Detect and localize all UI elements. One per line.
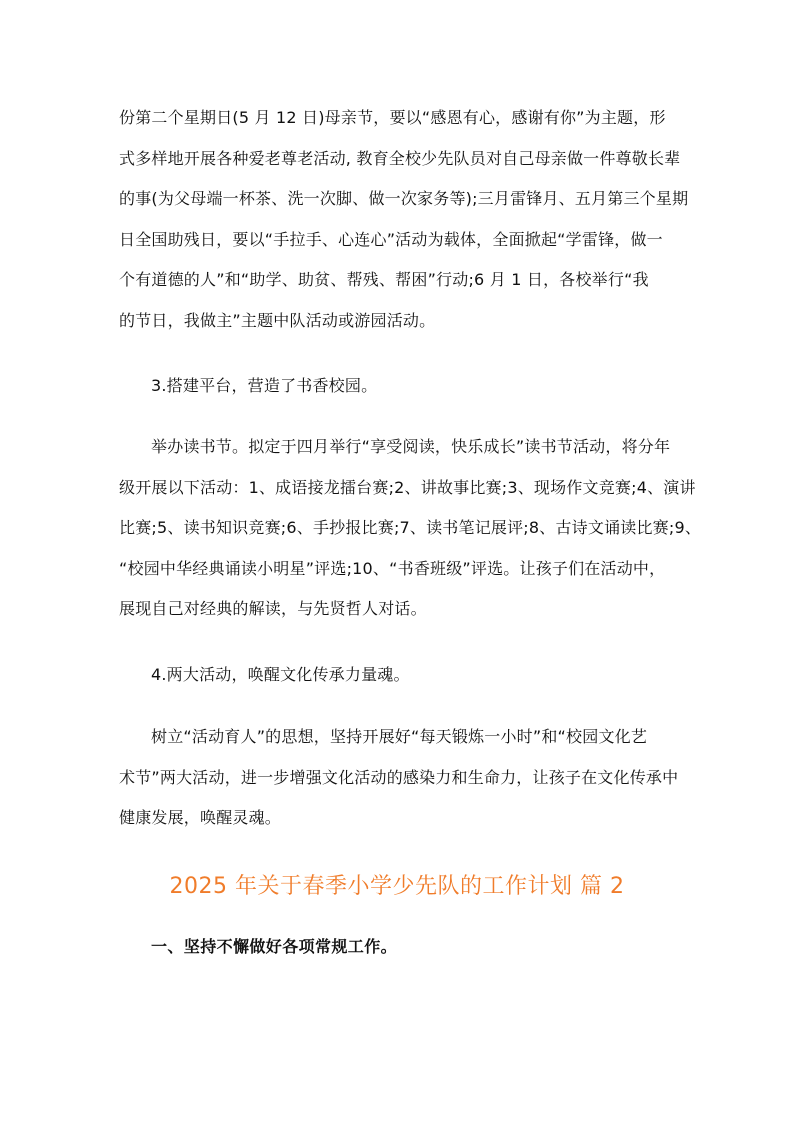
section-4-title <box>119 655 679 696</box>
text-line: 式多样地开展各种爱老尊老活动, 教育全校少先队员对自己母亲做一件尊敬长辈 <box>119 148 681 168</box>
text-line: 级开展以下活动：1、成语接龙擂台赛;2、讲故事比赛;3、现场作文竞赛;4、演讲 <box>119 477 696 497</box>
text-line: 个有道德的人”和“助学、助贫、帮残、帮困”行动;6 月 1 日，各校举行“我 <box>119 270 649 290</box>
section-3-title <box>119 366 679 407</box>
text-line: 展现自己对经典的解读，与先贤哲人对话。 <box>119 599 427 619</box>
section-title-text: 4.两大活动，唤醒文化传承力量魂。 <box>151 665 410 684</box>
text-line: 举办读书节。拟定于四月举行“享受阅读，快乐成长”读书节活动，将分年 <box>151 437 671 456</box>
text-line: 健康发展，唤醒灵魂。 <box>119 808 282 828</box>
subheading: 一、坚持不懈做好各项常规工作。 <box>151 937 398 956</box>
text-line: 术节”两大活动，进一步增强文化活动的感染力和生命力，让孩子在文化传承中 <box>119 767 679 787</box>
text-line: 比赛;5、读书知识竞赛;6、手抄报比赛;7、读书笔记展评;8、古诗文诵读比赛;9、 <box>119 518 702 538</box>
text-line: “校园中华经典诵读小明星”评选;10、“书香班级”评选。让孩子们在活动中， <box>119 558 666 578</box>
paragraph-two-activities <box>119 717 679 839</box>
paragraph-reading-festival <box>119 427 702 630</box>
text-line: 的事(为父母端一杯茶、洗一次脚、做一次家务等);三月雷锋月、五月第三个星期 <box>119 189 689 209</box>
text-line: 日全国助残日，要以“手拉手、心连心”活动为载体，全面掀起“学雷锋，做一 <box>119 229 663 249</box>
text-line: 份第二个星期日(5 月 12 日)母亲节，要以“感恩有心，感谢有你”为主题，形 <box>119 108 666 127</box>
text-line: 树立“活动育人”的思想，坚持开展好“每天锻炼一小时”和“校园文化艺 <box>151 727 648 746</box>
section-heading: 2025 年关于春季小学少先队的工作计划 篇 2 <box>169 874 625 899</box>
text-line: 的节日，我做主”主题中队活动或游园活动。 <box>119 310 436 330</box>
section-title-text: 3.搭建平台，营造了书香校园。 <box>151 376 378 395</box>
paragraph-mothers-day <box>119 98 689 342</box>
